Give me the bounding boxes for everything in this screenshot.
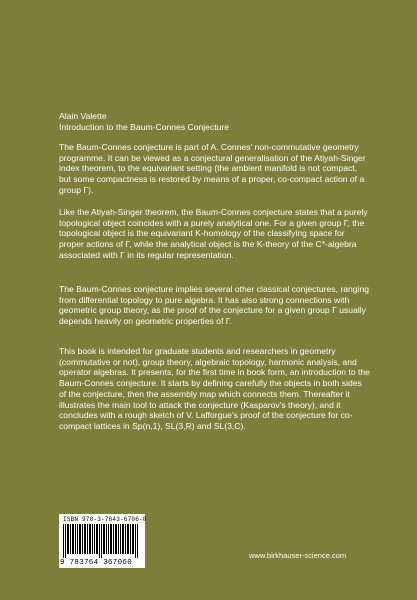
paragraph-audience: This book is intended for graduate students and researchers in geometry (commutative or not), group theory, algebraic topology, harmonic analysis, and operator algebras. It presents, for the first time in book form, an introduction to the Baum-Connes conjecture. It starts by defining carefully the objects in both sides of the conjecture, then the assembly map which connects them. Thereafter it illustrates the main tool to attack the conjecture (Kasparov's theory), and it concludes with a rough sketch of V. Lafforgue's proof of the conjecture for co-compact lattices in Sp(n,1), SL(3,R) and SL(3,C). xyxy=(59,346,370,431)
book-title: Introduction to the Baum-Connes Conjecture xyxy=(59,122,230,132)
paragraph-statement: Like the Atiyah-Singer theorem, the Baum-Connes conjecture states that a purely topological object coincides with a purely analytical one. For a given group Γ, the topological object is the equivariant K-homology of the classifying space for proper actions of Γ, while the analytical object is the K-theory of the C*-algebra associated with Γ in its regular representation. xyxy=(59,207,368,260)
barcode-bars-icon xyxy=(63,524,141,558)
isbn-label: ISBN 978-3-7643-6706-0 xyxy=(63,516,147,523)
publisher-website[interactable]: www.birkhauser-science.com xyxy=(249,551,347,560)
paragraph-implications: The Baum-Connes conjecture implies several other classical conjectures, ranging from differential topology to pure algebra. It has also strong connections with geometric group theory, as the proof of the conjecture for a given group Γ usually depends heavily on geometric properties of Γ. xyxy=(59,284,370,327)
author-name: Alain Valette xyxy=(59,111,107,121)
barcode-digits: 9 783764 367060 xyxy=(60,559,133,567)
paragraph-intro: The Baum-Connes conjecture is part of A. Connes' non-commutative geometry programme. It can be viewed as a conjectural generalisation of the Atiyah-Singer index theorem, to the equivariant setting (the ambient manifold is not compact, but some compactness is restored by means of a proper, co-compact action of a group Γ). xyxy=(59,142,366,195)
isbn-barcode xyxy=(59,514,145,568)
